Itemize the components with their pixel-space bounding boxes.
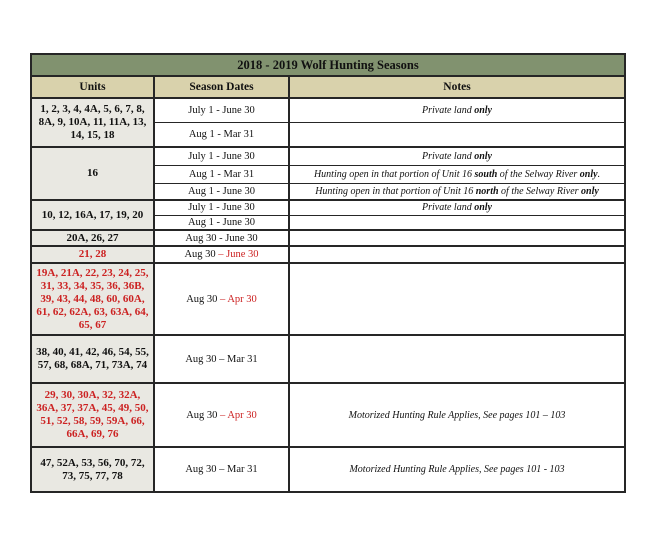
notes-cell (289, 215, 625, 230)
notes-cell (289, 335, 625, 383)
date-segment: – Apr 30 (220, 409, 257, 421)
note-segment: only (581, 185, 599, 197)
note-segment: of the Selway River (497, 168, 580, 180)
note-segment: only (474, 150, 492, 162)
table-row (31, 246, 625, 263)
note-segment: only (474, 202, 492, 214)
units-cell: 29, 30, 30A, 32, 32A, 36A, 37, 37A, 45, 49, 50, 51, 52, 58, 59, 59A, 66, 66A, 69, 76 (31, 383, 154, 447)
note-segment: Motorized Hunting Rule Applies, See pages 101 - 103 (349, 464, 565, 475)
season-dates-cell (154, 98, 289, 122)
date-segment: Aug 30 – Mar 31 (185, 353, 258, 365)
date-segment: Aug 30 (184, 249, 219, 260)
note-segment: Private land (422, 150, 475, 162)
season-dates-cell (154, 183, 289, 200)
units-cell: 1, 2, 3, 4, 4A, 5, 6, 7, 8, 8A, 9, 10A, 11, 11A, 13, 14, 15, 18 (31, 98, 154, 147)
units-cell: 47, 52A, 53, 56, 70, 72, 73, 75, 77, 78 (31, 447, 154, 492)
date-segment: Aug 1 - Mar 31 (188, 168, 255, 180)
season-dates-cell (154, 246, 289, 263)
units-cell: 10, 12, 16A, 17, 19, 20 (31, 200, 154, 230)
wolf-hunting-seasons-table (30, 53, 626, 493)
season-dates-cell (154, 122, 289, 147)
season-dates-cell (154, 263, 289, 335)
date-segment: Aug 30 (186, 293, 221, 305)
notes-cell (289, 122, 625, 147)
notes-cell (289, 98, 625, 122)
notes-cell (289, 246, 625, 263)
notes-cell (289, 147, 625, 165)
note-segment: Hunting open in that portion of Unit 16 (313, 168, 475, 180)
page-title: 2018 - 2019 Wolf Hunting Seasons (31, 54, 625, 76)
date-segment: Aug 30 – Mar 31 (185, 464, 258, 475)
season-dates-cell (154, 165, 289, 183)
column-header-units: Units (31, 76, 154, 98)
units-cell: 16 (31, 147, 154, 200)
notes-cell (289, 263, 625, 335)
table-row (31, 200, 625, 215)
column-header-notes: Notes (289, 76, 625, 98)
note-segment: . (597, 168, 601, 180)
date-segment: Aug 1 - Mar 31 (188, 128, 255, 140)
notes-cell (289, 383, 625, 447)
table-row (31, 335, 625, 383)
table-title-row (31, 54, 625, 76)
note-segment: north (475, 185, 499, 197)
notes-cell (289, 200, 625, 215)
note-segment: south (474, 168, 498, 180)
note-segment: Private land (422, 202, 475, 214)
season-dates-cell (154, 200, 289, 215)
note-segment: of the Selway River (498, 185, 582, 197)
date-segment: – Apr 30 (220, 293, 257, 305)
table-row (31, 447, 625, 492)
units-cell: 20A, 26, 27 (31, 230, 154, 246)
season-dates-cell (154, 383, 289, 447)
note-segment: Private land (422, 104, 475, 116)
table-header-row (31, 76, 625, 98)
table-body (31, 98, 625, 492)
table-row (31, 383, 625, 447)
note-segment: Hunting open in that portion of Unit 16 (315, 185, 476, 197)
note-segment: only (579, 168, 598, 180)
notes-cell (289, 447, 625, 492)
date-segment: Aug 30 (186, 409, 221, 421)
notes-cell (289, 183, 625, 200)
date-segment: Aug 1 - June 30 (187, 185, 256, 197)
units-cell: 21, 28 (31, 246, 154, 263)
date-segment: July 1 - June 30 (188, 150, 255, 162)
units-cell: 38, 40, 41, 42, 46, 54, 55, 57, 68, 68A, 71, 73A, 74 (31, 335, 154, 383)
season-dates-cell (154, 230, 289, 246)
column-header-season-dates: Season Dates (154, 76, 289, 98)
note-segment: only (474, 104, 492, 116)
season-dates-cell (154, 147, 289, 165)
season-dates-cell (154, 335, 289, 383)
table-row (31, 263, 625, 335)
units-cell: 19A, 21A, 22, 23, 24, 25, 31, 33, 34, 35, 36, 36B, 39, 43, 44, 48, 60, 60A, 61, 62, 62A, 63, 63A, 64, 65, 67 (31, 263, 154, 335)
date-segment: July 1 - June 30 (188, 202, 255, 214)
season-dates-cell (154, 215, 289, 230)
date-segment: Aug 1 - June 30 (187, 216, 256, 228)
date-segment: July 1 - June 30 (188, 104, 255, 116)
note-segment: Motorized Hunting Rule Applies, See pages 101 – 103 (348, 409, 566, 421)
season-dates-cell (154, 447, 289, 492)
table-row (31, 230, 625, 246)
table-row (31, 147, 625, 165)
date-segment: – June 30 (218, 249, 259, 260)
table-row (31, 98, 625, 122)
date-segment: Aug 30 - June 30 (185, 232, 258, 244)
notes-cell (289, 230, 625, 246)
notes-cell (289, 165, 625, 183)
